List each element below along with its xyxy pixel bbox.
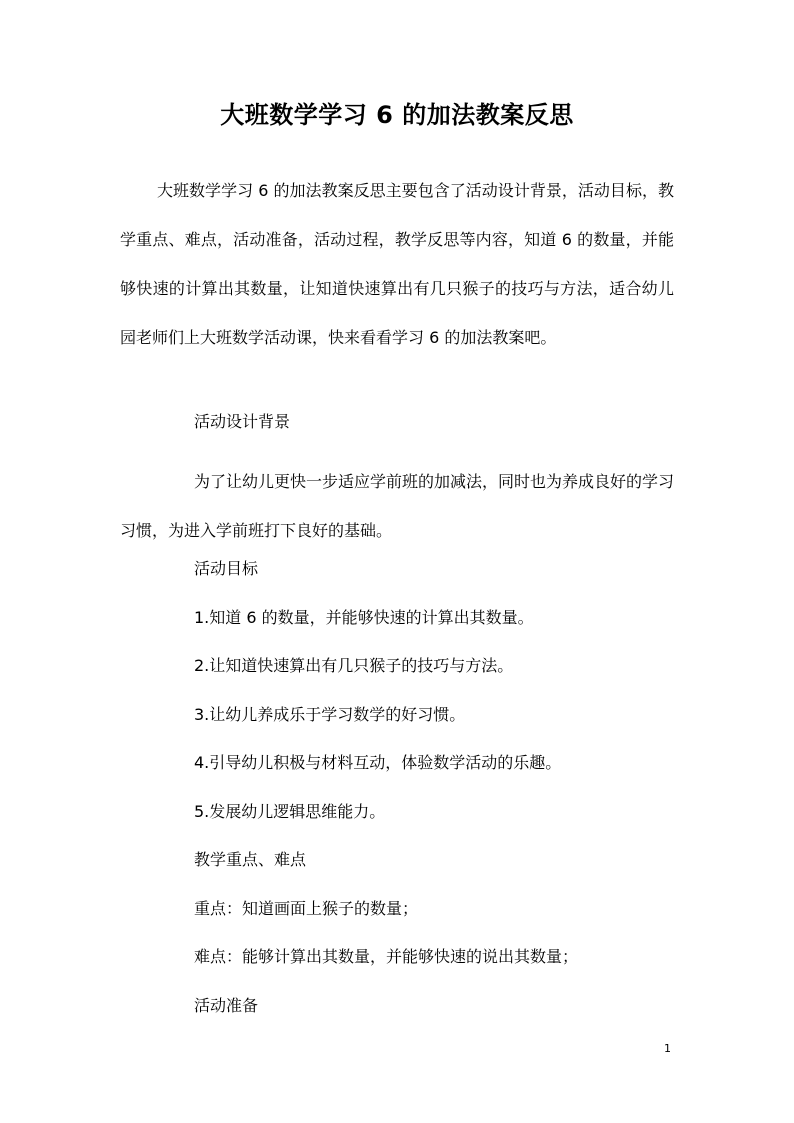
- key-point: 重点：知道画面上猴子的数量；: [194, 899, 419, 918]
- goal-item: 2.让知道快速算出有几只猴子的技巧与方法。: [194, 656, 514, 675]
- background-paragraph: 为了让幼儿更快一步适应学前班的加减法，同时也为养成良好的学习习惯，为进入学前班打下良好的基础。: [120, 472, 675, 540]
- goal-item: 4.引导幼儿积极与材料互动，体验数学活动的乐趣。: [194, 753, 562, 772]
- section-heading-background: 活动设计背景: [194, 412, 291, 431]
- goal-item: 1.知道 6 的数量，并能够快速的计算出其数量。: [194, 608, 534, 627]
- page-number: 1: [664, 1042, 671, 1055]
- document-title: 大班数学学习 6 的加法教案反思: [220, 101, 574, 129]
- section-heading-preparation: 活动准备: [194, 996, 259, 1015]
- goal-item: 3.让幼儿养成乐于学习数学的好习惯。: [194, 705, 466, 724]
- difficult-point: 难点：能够计算出其数量，并能够快速的说出其数量；: [194, 947, 579, 966]
- goal-item: 5.发展幼儿逻辑思维能力。: [194, 802, 386, 821]
- section-heading-goals: 活动目标: [194, 559, 259, 578]
- intro-paragraph: 大班数学学习 6 的加法教案反思主要包含了活动设计背景，活动目标，教学重点、难点，活动准备，活动过程，教学反思等内容，知道 6 的数量，并能够快速的计算出其数量，让知道快速算出有几只猴子的技巧与方法，适合幼儿园老师们上大班数学活动课，快来看看学习 6 的加法教案吧。: [120, 181, 674, 347]
- section-heading-key-points: 教学重点、难点: [194, 850, 307, 869]
